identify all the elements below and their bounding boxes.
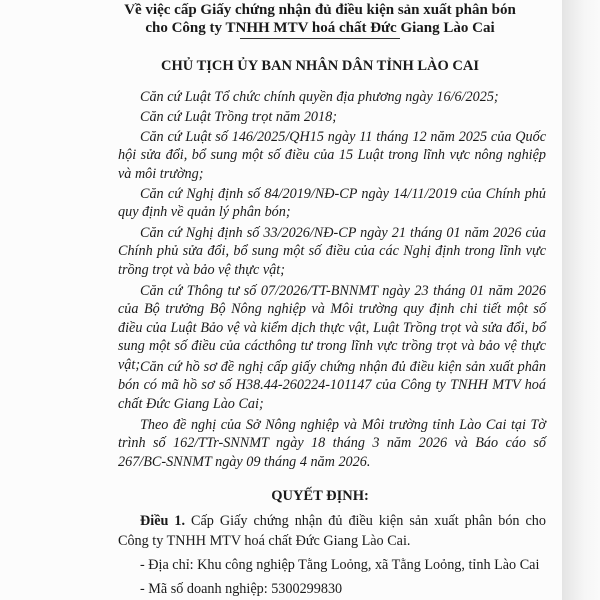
preamble-4: Căn cứ Nghị định số 84/2019/NĐ-CP ngày 14/11/2019 của Chính phủ quy định về quản lý phân bón; — [118, 186, 546, 221]
preamble-2: Căn cứ Luật Trồng trọt năm 2018; — [140, 109, 337, 125]
article-1-text: Cấp Giấy chứng nhận đủ điều kiện sản xuất phân bón cho Công ty TNHH MTV hoá chất Đức Giang Lào Cai. — [118, 513, 546, 549]
decision-heading: QUYẾT ĐỊNH: — [271, 488, 369, 504]
preamble-8: Theo đề nghị của Sở Nông nghiệp và Môi trường tỉnh Lào Cai tại Tờ trình số 162/TTr-SNNMT ngày 18 tháng 3 năm 2026 và Báo cáo số 267/BC-SNNMT ngày 09 tháng 4 năm 2026. — [118, 417, 546, 470]
title-underline — [240, 38, 400, 39]
article-1 — [118, 511, 546, 551]
document-title-line1: Về việc cấp Giấy chứng nhận đủ điều kiện sản xuất phân bón — [124, 2, 516, 18]
preamble-5: Căn cứ Nghị định số 33/2026/NĐ-CP ngày 21 tháng 01 năm 2026 của Chính phủ sửa đổi, bổ sung một số điều của các Nghị định trong lĩnh vực trồng trọt và bảo vệ thực vật; — [118, 225, 546, 278]
page-edge-shadow — [562, 0, 600, 600]
preamble-6: Căn cứ Thông tư số 07/2026/TT-BNNMT ngày 23 tháng 01 năm 2026 của Bộ trưởng Bộ Nông nghiệp và Môi trường quy định chi tiết một số điều của Luật Bảo vệ và kiểm dịch thực vật, Luật Trồng trọt và sửa đổi, bổ sung một số điều của cácthông tư trong lĩnh vực trồng trọt và bảo vệ thực vật; — [118, 283, 546, 373]
preamble-1: Căn cứ Luật Tổ chức chính quyền địa phương ngày 16/6/2025; — [140, 89, 499, 105]
authority-heading: CHỦ TỊCH ỦY BAN NHÂN DÂN TỈNH LÀO CAI — [161, 58, 479, 74]
article-1-label: Điều 1. — [140, 513, 186, 529]
preamble-7: Căn cứ hồ sơ đề nghị cấp giấy chứng nhận đủ điều kiện sản xuất phân bón có mã hồ sơ số H38.44-260224-101147 của Công ty TNHH MTV hoá chất Đức Giang Lào Cai; — [118, 359, 546, 412]
enterprise-code: - Mã số doanh nghiệp: 5300299830 — [140, 581, 343, 597]
document-title-line2: cho Công ty TNHH MTV hoá chất Đức Giang Lào Cai — [145, 20, 495, 36]
preamble-3: Căn cứ Luật số 146/2025/QH15 ngày 11 tháng 12 năm 2025 của Quốc hội sửa đổi, bổ sung một số điều của 15 Luật trong lĩnh vực nông nghiệp và môi trường; — [118, 129, 546, 182]
company-address: - Địa chỉ: Khu công nghiệp Tằng Loỏng, xã Tằng Loỏng, tỉnh Lào Cai — [140, 557, 540, 573]
